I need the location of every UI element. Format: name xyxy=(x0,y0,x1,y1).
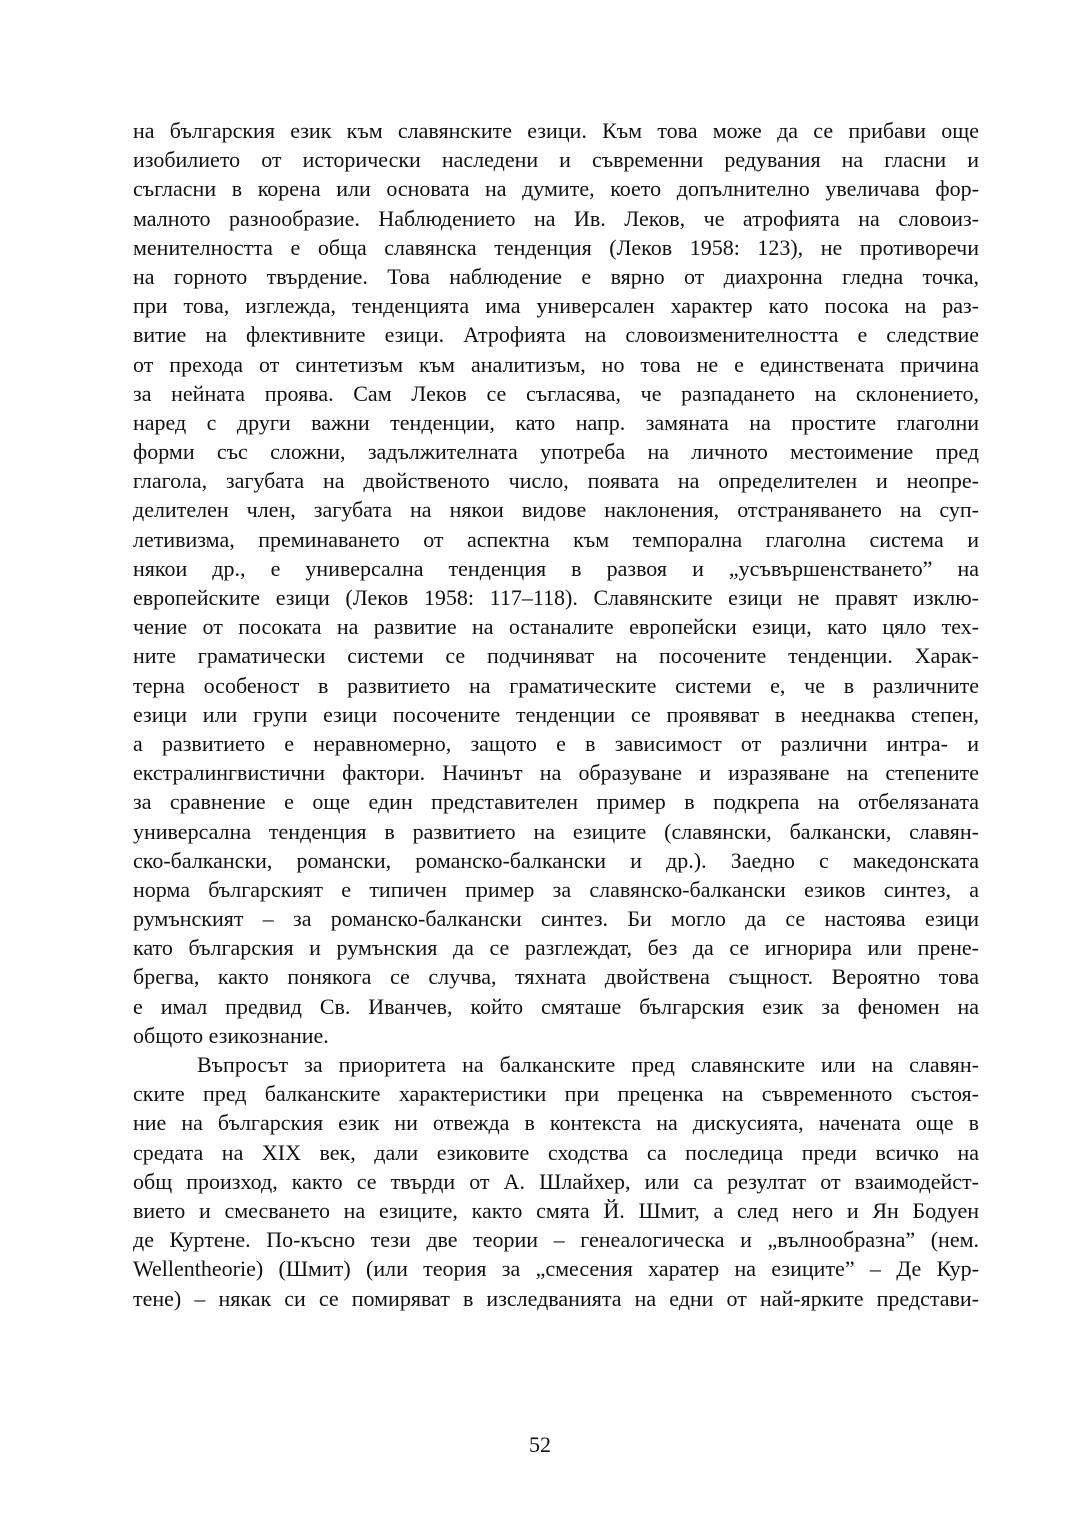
text-line: тене) – някак си се помиряват в изследванията на едни от най-ярките представи- xyxy=(133,1285,979,1311)
paragraph-2 xyxy=(133,1050,979,1313)
text-line: общото езикознание. xyxy=(133,1022,329,1048)
text-line: терна особеност в развитието на граматическите системи е, че в различните xyxy=(133,672,979,698)
text-line: съгласни в корена или основата на думите, което допълнително увеличава фор- xyxy=(133,176,979,202)
text-line: глагола, загубата на двойственото число, появата на определителен и неопре- xyxy=(133,468,979,494)
text-line: на горното твърдение. Това наблюдение е вярно от диахронна гледна точка, xyxy=(133,263,979,289)
text-line: делителен член, загубата на някои видове наклонения, отстраняването на суп- xyxy=(133,497,979,523)
text-line: универсална тенденция в развитието на езиците (славянски, балкански, славян- xyxy=(133,818,979,844)
text-line: норма българският е типичен пример за славянско-балкански езиков синтез, а xyxy=(133,876,979,902)
text-line: екстралингвистични фактори. Начинът на образуване и изразяване на степените xyxy=(133,760,979,786)
text-line: витие на флективните езици. Атрофията на словоизменителността е следствие xyxy=(133,322,979,348)
text-line: е имал предвид Св. Иванчев, който смяташе българския език за феномен на xyxy=(133,993,979,1019)
paragraph-1 xyxy=(133,116,979,1050)
text-line: на българския език към славянските езици. Към това може да се прибави още xyxy=(133,118,979,143)
text-line: от прехода от синтетизъм към аналитизъм, но това не е единствената причина xyxy=(133,351,979,377)
text-line: де Куртене. По-късно тези две теории – генеалогическа и „вълнообразна” (нем. xyxy=(133,1227,979,1253)
text-line: форми със сложни, задължителната употреба на личното местоимение пред xyxy=(133,439,979,465)
text-line: при това, изглежда, тенденцията има универсален характер като посока на раз- xyxy=(133,293,979,319)
text-line: европейските езици (Леков 1958: 117–118). Славянските езици не правят изклю- xyxy=(133,585,979,610)
text-line: някои др., е универсална тенденция в развоя и „усъвършенстването” на xyxy=(133,555,979,581)
text-line: Въпросът за приоритета на балканските пред славянските или на славян- xyxy=(197,1052,979,1077)
text-line: ние на българския език ни отвежда в контекста на дискусията, начената още в xyxy=(133,1110,979,1136)
text-line: Wellentheorie) (Шмит) (или теория за „смесения харатер на езиците” – Де Кур- xyxy=(133,1256,979,1282)
text-line: летивизма, преминаването от аспектна към темпорална глаголна система и xyxy=(133,526,979,552)
text-line: за нейната проява. Сам Леков се съгласява, че разпадането на склонението, xyxy=(133,380,979,406)
text-line: за сравнение е още един представителен пример в подкрепа на отбелязаната xyxy=(133,789,979,815)
text-line: средата на XIX век, дали езиковите сходства са последица преди всичко на xyxy=(133,1139,979,1165)
text-line: изобилието от исторически наследени и съвременни редувания на гласни и xyxy=(133,147,979,173)
text-line: ните граматически системи се подчиняват на посочените тенденции. Харак- xyxy=(133,643,979,669)
text-line: а развитието е неравномерно, защото е в зависимост от различни интра- и xyxy=(133,730,979,756)
text-line: езици или групи езици посочените тенденции се проявяват в нееднаква степен, xyxy=(133,701,979,727)
text-line: вието и смесването на езиците, както смята Й. Шмит, а след него и Ян Бодуен xyxy=(133,1197,979,1223)
text-line: ско-балкански, романски, романско-балкански и др.). Заедно с македонската xyxy=(133,847,979,873)
text-line: ските пред балканските характеристики при преценка на съвременното състоя- xyxy=(133,1081,979,1107)
text-line: менителността е обща славянска тенденция (Леков 1958: 123), не противоречи xyxy=(133,234,979,260)
text-line: наред с други важни тенденции, като напр. замяната на простите глаголни xyxy=(133,409,979,435)
page-body xyxy=(133,116,979,1313)
page-number: 52 xyxy=(529,1432,551,1457)
text-line: малното разнообразие. Наблюдението на Ив. Леков, че атрофията на словоиз- xyxy=(133,205,979,231)
text-line: брегва, както понякога се случва, тяхната двойствена същност. Вероятно това xyxy=(133,964,979,990)
text-line: румънският – за романско-балкански синтез. Би могло да се настоява езици xyxy=(133,906,979,932)
text-line: като българския и румънския да се разглеждат, без да се игнорира или прене- xyxy=(133,935,979,961)
text-line: чение от посоката на развитие на останалите европейски езици, като цяло тех- xyxy=(133,614,979,640)
text-line: общ произход, както се твърди от А. Шлайхер, или са резултат от взаимодейст- xyxy=(133,1168,979,1194)
